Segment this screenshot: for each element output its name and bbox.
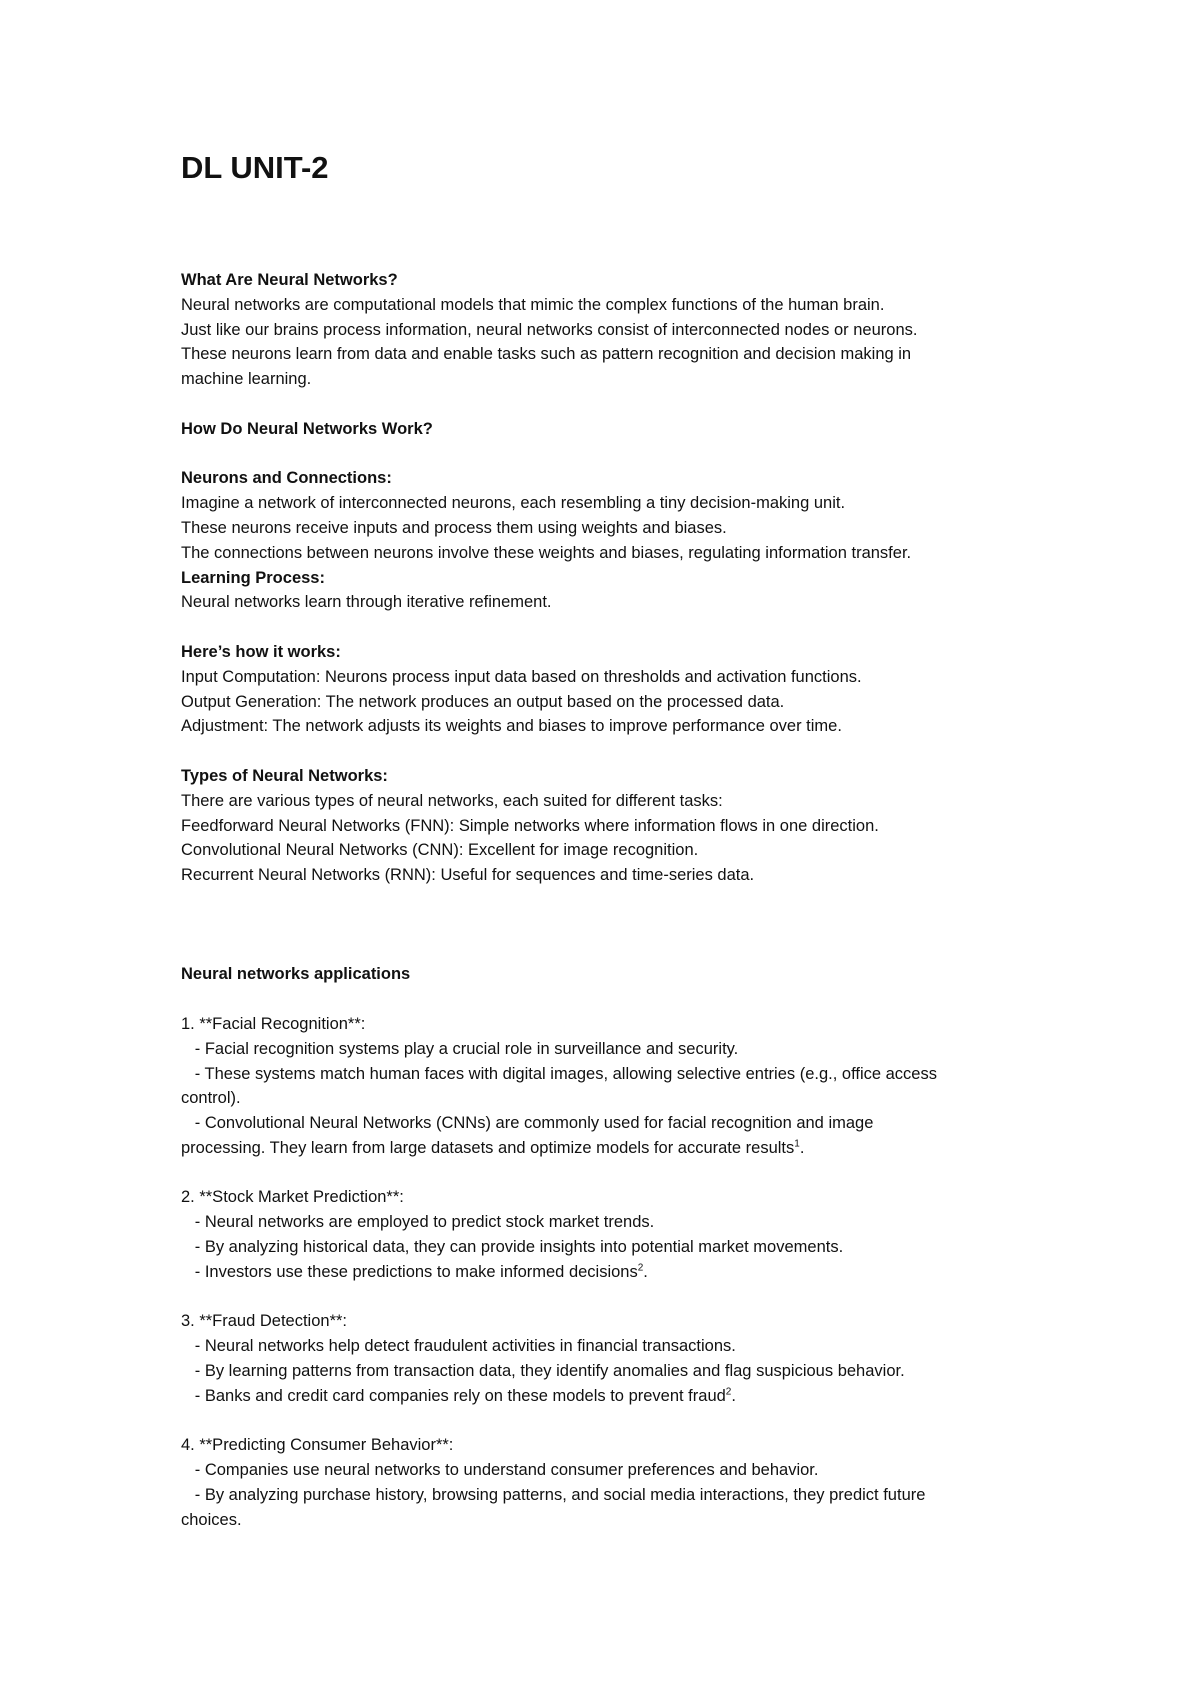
application-item-line-with-footnote bbox=[181, 1136, 1041, 1161]
line-end: . bbox=[731, 1386, 736, 1405]
application-item-line: - Investors use these predictions to make informed decisions bbox=[181, 1262, 638, 1281]
document-content bbox=[181, 148, 1041, 1533]
application-item-line: - Neural networks help detect fraudulent activities in financial transactions. bbox=[181, 1337, 736, 1356]
paragraph-line: Recurrent Neural Networks (RNN): Useful for sequences and time-series data. bbox=[181, 866, 755, 885]
paragraph-line: Just like our brains process information, neural networks consist of interconnected nodes or neurons. bbox=[181, 320, 918, 339]
paragraph-line: These neurons receive inputs and process them using weights and biases. bbox=[181, 518, 727, 537]
application-item-title: 3. **Fraud Detection**: bbox=[181, 1312, 348, 1331]
paragraph-line: These neurons learn from data and enable tasks such as pattern recognition and decision making in bbox=[181, 345, 912, 364]
paragraph-line: Output Generation: The network produces an output based on the processed data. bbox=[181, 692, 785, 711]
application-item-line: - By learning patterns from transaction data, they identify anomalies and flag suspicious behavior. bbox=[181, 1362, 905, 1381]
subheading-neurons-connections: Neurons and Connections: bbox=[181, 469, 392, 488]
application-item-line: - Companies use neural networks to understand consumer preferences and behavior. bbox=[181, 1461, 819, 1480]
application-item-line: - By analyzing historical data, they can provide insights into potential market movements. bbox=[181, 1238, 844, 1257]
application-item-line: choices. bbox=[181, 1510, 242, 1529]
document-body bbox=[181, 268, 1041, 1533]
application-item-title: 2. **Stock Market Prediction**: bbox=[181, 1188, 404, 1207]
application-item-title: 1. **Facial Recognition**: bbox=[181, 1014, 366, 1033]
paragraph-line: Feedforward Neural Networks (FNN): Simple networks where information flows in one direction. bbox=[181, 816, 879, 835]
paragraph-line: machine learning. bbox=[181, 370, 312, 389]
paragraph-line: Convolutional Neural Networks (CNN): Excellent for image recognition. bbox=[181, 841, 699, 860]
subheading-types-of-nn: Types of Neural Networks: bbox=[181, 766, 388, 785]
application-item-line: - By analyzing purchase history, browsing patterns, and social media interactions, they predict future bbox=[181, 1486, 926, 1505]
application-item-line: - Facial recognition systems play a crucial role in surveillance and security. bbox=[181, 1039, 739, 1058]
paragraph-line: Imagine a network of interconnected neurons, each resembling a tiny decision-making unit. bbox=[181, 494, 846, 513]
application-item-line-with-footnote bbox=[181, 1384, 1041, 1409]
application-item-title: 4. **Predicting Consumer Behavior**: bbox=[181, 1436, 454, 1455]
application-item-line-with-footnote bbox=[181, 1260, 1041, 1285]
application-item-line: - Neural networks are employed to predict stock market trends. bbox=[181, 1213, 655, 1232]
application-item-line: control). bbox=[181, 1089, 241, 1108]
section-heading-what-are-nn: What Are Neural Networks? bbox=[181, 271, 398, 289]
application-item-line: - Banks and credit card companies rely on these models to prevent fraud bbox=[181, 1386, 726, 1405]
line-end: . bbox=[643, 1262, 648, 1281]
paragraph-line: Adjustment: The network adjusts its weights and biases to improve performance over time. bbox=[181, 717, 842, 736]
subheading-learning-process: Learning Process: bbox=[181, 568, 325, 587]
paragraph-line: There are various types of neural networks, each suited for different tasks: bbox=[181, 791, 723, 810]
paragraph-line: Input Computation: Neurons process input data based on thresholds and activation functions. bbox=[181, 667, 862, 686]
line-end: . bbox=[799, 1138, 805, 1157]
footnote-marker: 1 bbox=[794, 1138, 800, 1150]
application-item-line: - Convolutional Neural Networks (CNNs) are commonly used for facial recognition and image bbox=[181, 1114, 874, 1133]
section-heading-applications: Neural networks applications bbox=[181, 965, 411, 984]
paragraph-line: Neural networks learn through iterative refinement. bbox=[181, 593, 552, 612]
paragraph-line: Neural networks are computational models that mimic the complex functions of the human brain. bbox=[181, 295, 885, 314]
footnote-marker: 2 bbox=[725, 1386, 732, 1398]
subheading-how-it-works: Here’s how it works: bbox=[181, 642, 341, 661]
application-item-line: - These systems match human faces with digital images, allowing selective entries (e.g., office access bbox=[181, 1064, 937, 1083]
page-title: DL UNIT-2 bbox=[181, 150, 329, 185]
footnote-marker: 2 bbox=[637, 1262, 644, 1274]
section-heading-how-nn-work: How Do Neural Networks Work? bbox=[181, 419, 433, 438]
application-item-line: processing. They learn from large datasets and optimize models for accurate results bbox=[181, 1138, 795, 1157]
paragraph-line: The connections between neurons involve these weights and biases, regulating information transfer. bbox=[181, 543, 912, 562]
